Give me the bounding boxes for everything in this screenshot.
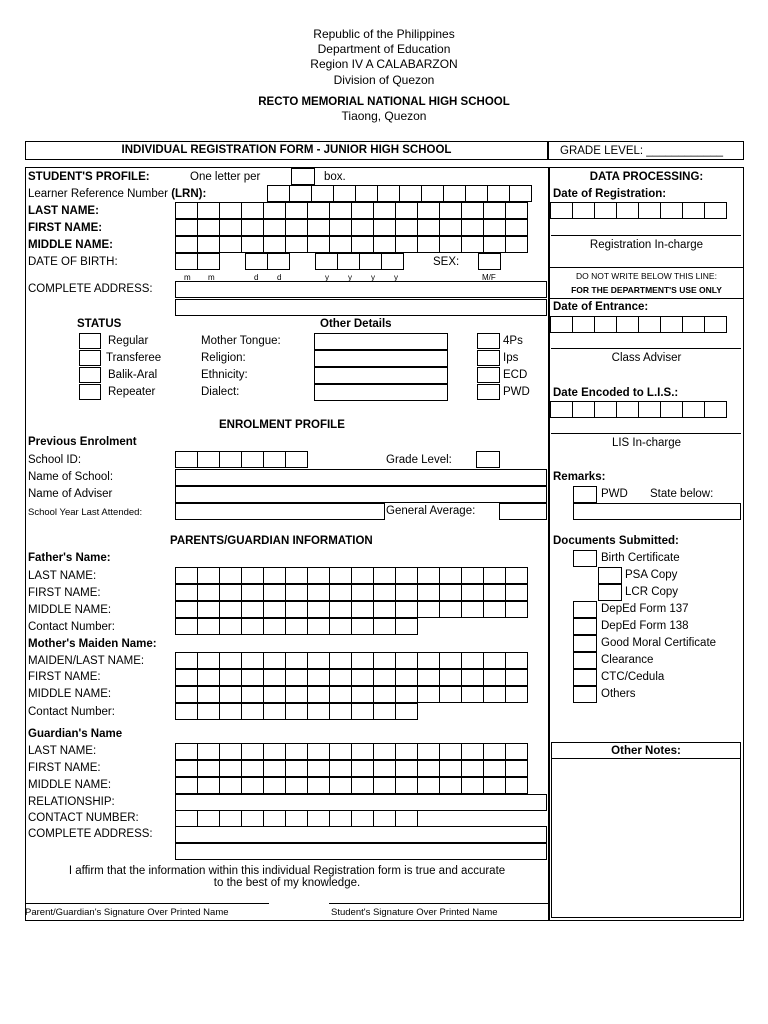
father-middle-label: MIDDLE NAME: bbox=[28, 604, 112, 616]
ips-label: Ips bbox=[503, 352, 519, 364]
remarks-label: Remarks: bbox=[553, 471, 606, 483]
others-checkbox[interactable] bbox=[573, 686, 597, 703]
one-letter-text: One letter per bbox=[190, 171, 261, 183]
mother-last-label: MAIDEN/LAST NAME: bbox=[28, 655, 145, 667]
school-year-input[interactable] bbox=[175, 503, 385, 520]
enrolment-heading: ENROLMENT PROFILE bbox=[219, 419, 345, 431]
dialect-input[interactable] bbox=[314, 384, 448, 401]
dob-y2: y bbox=[348, 273, 352, 282]
class-adviser-line bbox=[551, 348, 741, 349]
middle-name-input[interactable] bbox=[175, 236, 528, 253]
guardian-last-label: LAST NAME: bbox=[28, 745, 97, 757]
general-average-label: General Average: bbox=[386, 505, 476, 517]
documents-heading: Documents Submitted: bbox=[553, 535, 679, 547]
dob-month-input[interactable] bbox=[175, 253, 220, 270]
header-town: Tiaong, Quezon bbox=[341, 109, 427, 123]
student-signature-label: Student's Signature Over Printed Name bbox=[331, 907, 498, 918]
ips-checkbox[interactable] bbox=[477, 350, 500, 366]
dob-m2: m bbox=[208, 273, 215, 282]
prev-grade-input[interactable] bbox=[476, 451, 500, 468]
header-region: Region IV A CALABARZON bbox=[310, 57, 458, 71]
father-contact-input[interactable] bbox=[175, 618, 418, 635]
dob-y1: y bbox=[325, 273, 329, 282]
affirm-line-1: I affirm that the information within this individual Registration form is true and accurate bbox=[68, 865, 506, 877]
parent-signature-line bbox=[25, 903, 269, 904]
dob-year-input[interactable] bbox=[315, 253, 404, 270]
first-name-input[interactable] bbox=[175, 219, 528, 236]
ethnicity-input[interactable] bbox=[314, 367, 448, 384]
regular-label: Regular bbox=[108, 335, 149, 347]
school-id-input[interactable] bbox=[175, 451, 308, 468]
transferee-checkbox[interactable] bbox=[79, 350, 101, 366]
form137-label: DepEd Form 137 bbox=[601, 603, 689, 615]
others-label: Others bbox=[601, 688, 636, 700]
adviser-label: Name of Adviser bbox=[28, 488, 113, 500]
sex-input[interactable] bbox=[478, 253, 501, 270]
other-notes-divider bbox=[551, 758, 741, 759]
status-heading: STATUS bbox=[77, 318, 122, 330]
mother-middle-input[interactable] bbox=[175, 686, 528, 703]
psa-checkbox[interactable] bbox=[598, 567, 622, 584]
mother-first-label: FIRST NAME: bbox=[28, 671, 101, 683]
date-entrance-label: Date of Entrance: bbox=[553, 301, 649, 313]
grade-level-field[interactable]: GRADE LEVEL: ____________ bbox=[560, 145, 724, 157]
ethnicity-label: Ethnicity: bbox=[201, 369, 248, 381]
address-label: COMPLETE ADDRESS: bbox=[28, 283, 153, 295]
form138-label: DepEd Form 138 bbox=[601, 620, 689, 632]
mother-heading: Mother's Maiden Name: bbox=[28, 638, 157, 650]
mother-contact-label: Contact Number: bbox=[28, 706, 115, 718]
mother-first-input[interactable] bbox=[175, 669, 528, 686]
clearance-checkbox[interactable] bbox=[573, 652, 597, 669]
adviser-input[interactable] bbox=[175, 486, 547, 503]
student-profile-heading: STUDENT'S PROFILE: bbox=[28, 171, 150, 183]
date-registration-input[interactable] bbox=[550, 202, 727, 219]
first-name-label: FIRST NAME: bbox=[28, 222, 103, 234]
father-first-input[interactable] bbox=[175, 584, 528, 601]
mother-tongue-label: Mother Tongue: bbox=[201, 335, 281, 347]
dob-y3: y bbox=[371, 273, 375, 282]
father-heading: Father's Name: bbox=[28, 552, 111, 564]
address-input-2[interactable] bbox=[175, 299, 547, 316]
birth-cert-checkbox[interactable] bbox=[573, 550, 597, 567]
relationship-label: RELATIONSHIP: bbox=[28, 796, 115, 808]
dept-divider-line bbox=[549, 298, 744, 299]
remarks-input[interactable] bbox=[573, 503, 741, 520]
father-first-label: FIRST NAME: bbox=[28, 587, 101, 599]
father-middle-input[interactable] bbox=[175, 601, 528, 618]
pwd-label: PWD bbox=[503, 386, 530, 398]
father-last-label: LAST NAME: bbox=[28, 570, 97, 582]
lrn-label: Learner Reference Number (LRN): bbox=[28, 188, 207, 200]
header-division: Division of Quezon bbox=[333, 73, 435, 87]
header-department: Department of Education bbox=[317, 42, 451, 56]
good-moral-checkbox[interactable] bbox=[573, 635, 597, 652]
general-average-input[interactable] bbox=[499, 503, 547, 520]
address-input-1[interactable] bbox=[175, 281, 547, 298]
school-year-label: School Year Last Attended: bbox=[28, 507, 143, 518]
last-name-input[interactable] bbox=[175, 202, 528, 219]
lis-incharge-label: LIS In-charge bbox=[611, 437, 682, 449]
form138-checkbox[interactable] bbox=[573, 618, 597, 635]
sample-box bbox=[291, 168, 315, 185]
religion-label: Religion: bbox=[201, 352, 246, 364]
regular-checkbox[interactable] bbox=[79, 333, 101, 349]
date-entrance-input[interactable] bbox=[550, 316, 727, 333]
mother-last-input[interactable] bbox=[175, 652, 528, 669]
guardian-address-input-2[interactable] bbox=[175, 843, 547, 860]
school-name-label: Name of School: bbox=[28, 471, 114, 483]
student-signature-line bbox=[329, 903, 548, 904]
ecd-label: ECD bbox=[503, 369, 528, 381]
dob-day-input[interactable] bbox=[245, 253, 290, 270]
box-text: box. bbox=[324, 171, 346, 183]
father-last-input[interactable] bbox=[175, 567, 528, 584]
ctc-label: CTC/Cedula bbox=[601, 671, 665, 683]
repeater-checkbox[interactable] bbox=[79, 384, 101, 400]
registration-incharge-label: Registration In-charge bbox=[589, 239, 704, 251]
other-notes-box[interactable] bbox=[551, 742, 741, 918]
other-details-heading: Other Details bbox=[320, 318, 392, 330]
do-not-write-label: DO NOT WRITE BELOW THIS LINE: bbox=[576, 271, 717, 281]
dept-use-label: FOR THE DEPARTMENT'S USE ONLY bbox=[571, 285, 722, 295]
header-republic: Republic of the Philippines bbox=[313, 27, 455, 41]
father-contact-label: Contact Number: bbox=[28, 621, 115, 633]
birth-cert-label: Birth Certificate bbox=[601, 552, 680, 564]
remarks-pwd-label: PWD bbox=[601, 488, 628, 500]
middle-name-label: MIDDLE NAME: bbox=[28, 239, 113, 251]
guardian-first-input[interactable] bbox=[175, 760, 528, 777]
state-below-label: State below: bbox=[650, 488, 714, 500]
guardian-heading: Guardian's Name bbox=[28, 728, 123, 740]
guardian-first-label: FIRST NAME: bbox=[28, 762, 101, 774]
transferee-label: Transferee bbox=[106, 352, 162, 364]
dob-m1: m bbox=[184, 273, 191, 282]
school-id-label: School ID: bbox=[28, 454, 82, 466]
date-encoded-input[interactable] bbox=[550, 401, 727, 418]
mother-contact-input[interactable] bbox=[175, 703, 418, 720]
date-encoded-label: Date Encoded to L.I.S.: bbox=[553, 387, 679, 399]
guardian-middle-input[interactable] bbox=[175, 777, 528, 794]
previous-enrolment-label: Previous Enrolment bbox=[28, 436, 137, 448]
guardian-last-input[interactable] bbox=[175, 743, 528, 760]
sex-label: SEX: bbox=[433, 256, 460, 268]
parent-signature-label: Parent/Guardian's Signature Over Printed Name bbox=[25, 907, 229, 918]
dob-label: DATE OF BIRTH: bbox=[28, 256, 118, 268]
guardian-middle-label: MIDDLE NAME: bbox=[28, 779, 112, 791]
religion-input[interactable] bbox=[314, 350, 448, 367]
4ps-checkbox[interactable] bbox=[477, 333, 500, 349]
date-registration-label: Date of Registration: bbox=[553, 188, 667, 200]
lis-incharge-line bbox=[551, 433, 741, 434]
class-adviser-label: Class Adviser bbox=[611, 352, 682, 364]
school-name-input[interactable] bbox=[175, 469, 547, 486]
good-moral-label: Good Moral Certificate bbox=[601, 637, 717, 649]
balik-aral-checkbox[interactable] bbox=[79, 367, 101, 383]
ecd-checkbox[interactable] bbox=[477, 367, 500, 383]
parents-heading: PARENTS/GUARDIAN INFORMATION bbox=[170, 535, 373, 547]
clearance-label: Clearance bbox=[601, 654, 654, 666]
dob-d1: d bbox=[254, 273, 259, 282]
ctc-checkbox[interactable] bbox=[573, 669, 597, 686]
sex-hint: M/F bbox=[482, 273, 496, 282]
mother-middle-label: MIDDLE NAME: bbox=[28, 688, 112, 700]
header-school: RECTO MEMORIAL NATIONAL HIGH SCHOOL bbox=[258, 96, 510, 108]
guardian-address-input-1[interactable] bbox=[175, 826, 547, 843]
psa-label: PSA Copy bbox=[625, 569, 678, 581]
affirm-line-2: to the best of my knowledge. bbox=[213, 877, 361, 889]
last-name-label: LAST NAME: bbox=[28, 205, 99, 217]
other-notes-heading: Other Notes: bbox=[611, 745, 681, 757]
pwd-checkbox[interactable] bbox=[477, 384, 500, 400]
guardian-contact-input[interactable] bbox=[175, 810, 418, 827]
4ps-label: 4Ps bbox=[503, 335, 523, 347]
lrn-input[interactable] bbox=[267, 185, 532, 202]
repeater-label: Repeater bbox=[108, 386, 156, 398]
lcr-label: LCR Copy bbox=[625, 586, 679, 598]
lcr-checkbox[interactable] bbox=[598, 584, 622, 601]
guardian-address-label: COMPLETE ADDRESS: bbox=[28, 828, 153, 840]
remarks-pwd-checkbox[interactable] bbox=[573, 486, 597, 503]
form-title: INDIVIDUAL REGISTRATION FORM - JUNIOR HIGH SCHOOL bbox=[121, 144, 452, 156]
relationship-input[interactable] bbox=[175, 794, 547, 811]
balik-aral-label: Balik-Aral bbox=[108, 369, 158, 381]
registration-incharge-line bbox=[551, 235, 741, 236]
divider-line bbox=[549, 267, 744, 268]
dialect-label: Dialect: bbox=[201, 386, 240, 398]
guardian-contact-label: CONTACT NUMBER: bbox=[28, 812, 139, 824]
dob-y4: y bbox=[394, 273, 398, 282]
dob-d2: d bbox=[277, 273, 282, 282]
form137-checkbox[interactable] bbox=[573, 601, 597, 618]
mother-tongue-input[interactable] bbox=[314, 333, 448, 350]
data-processing-heading: DATA PROCESSING: bbox=[589, 171, 704, 183]
grade-level-label: Grade Level: bbox=[386, 454, 452, 466]
